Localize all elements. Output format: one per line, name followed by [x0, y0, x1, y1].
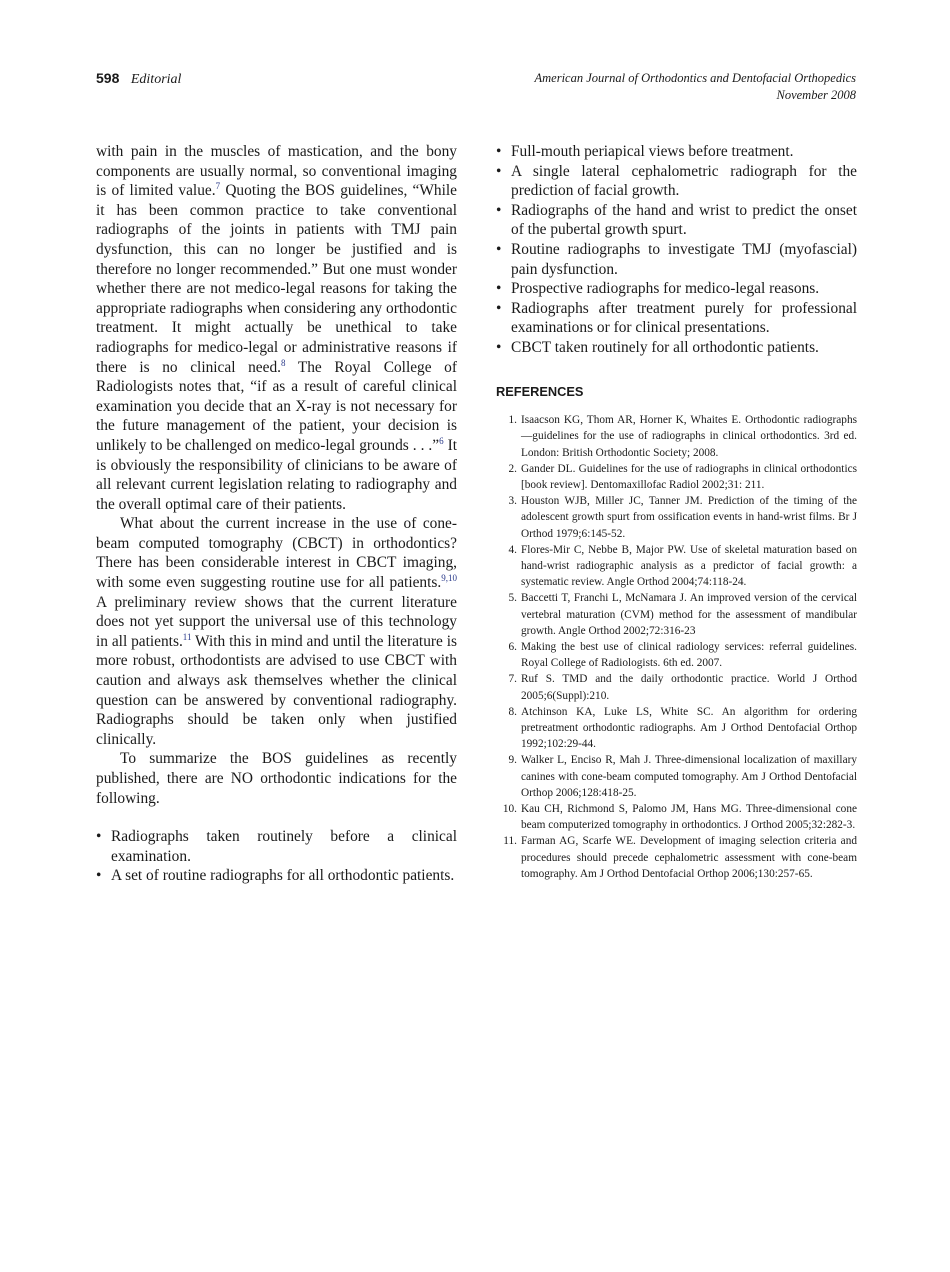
issue-date: November 2008 [776, 87, 856, 102]
paragraph-1 [96, 142, 457, 514]
reference-number: 1. [508, 414, 517, 427]
citation-link[interactable]: 11 [182, 631, 192, 642]
bullet-item: • Radiographs taken routinely before a clinical examination. [96, 827, 457, 866]
reference-item [496, 671, 857, 703]
bullet-item: • A single lateral cephalometric radiograph for the prediction of facial growth. [496, 162, 857, 201]
paragraph-text: The Royal College of Radiologists notes that, “if as a result of careful clinical examination you decide that an X-ray is not necessary for the future management of the patient, your decision is unlikely to be challenged on medico-legal grounds . . .” [96, 358, 457, 454]
bullet-item: • Prospective radiographs for medico-legal reasons. [496, 279, 857, 299]
reference-number: 6. [508, 640, 517, 653]
bullet-item: • A set of routine radiographs for all orthodontic patients. [96, 866, 457, 886]
paragraph-text: with pain in the muscles of mastication, and the bony components are usually normal, so conventional imaging is of limited value. [96, 143, 457, 200]
left-column [96, 142, 457, 886]
reference-item [496, 542, 857, 591]
reference-item [496, 590, 857, 639]
paragraph-2 [96, 514, 457, 749]
page-header [96, 70, 856, 110]
journal-title: American Journal of Orthodontics and Dentofacial Orthopedics [534, 71, 856, 85]
reference-text: Ruf S. TMD and the daily orthodontic practice. World J Orthod 2005;6(Suppl):210. [521, 673, 857, 702]
reference-text: Farman AG, Scarfe WE. Development of imaging selection criteria and procedures should precede cephalometric assessment with cone-beam tomography. Am J Orthod Dentofacial Orthop 2006;130:257-65. [521, 835, 857, 880]
reference-number: 2. [508, 462, 517, 475]
paragraph-text: Quoting the BOS guidelines, “While it has been common practice to take conventional radiographs of the joints in patients with TMJ pain dysfunction, this can no longer be justified and is therefore no longer recommended.” But one must wonder whether there are not medico-legal reasons for taking the appropriate radiographs when considering any orthodontic treatment. It might actually be unethical to take radiographs for medico-legal or administrative reasons if there is no clinical need. [96, 182, 457, 376]
reference-text: Houston WJB, Miller JC, Tanner JM. Prediction of the timing of the adolescent growth spurt from ossification events in hand-wrist films. Br J Orthod 1979;6:145-52. [521, 495, 857, 540]
bullet-item: • Radiographs of the hand and wrist to predict the onset of the pubertal growth spurt. [496, 201, 857, 240]
reference-text: Baccetti T, Franchi L, McNamara J. An improved version of the cervical vertebral maturation (CVM) method for the assessment of mandibular growth. Angle Orthod 2002;72:316-23 [521, 592, 857, 637]
reference-text: Atchinson KA, Luke LS, White SC. An algorithm for ordering pretreatment orthodontic radiographs. Am J Orthod Dentofacial Orthop 1992;102:29-44. [521, 705, 857, 751]
bullet-list-right [496, 142, 857, 358]
reference-item [496, 704, 857, 753]
reference-number: 11. [503, 835, 517, 848]
right-column [496, 142, 857, 882]
section-name: Editorial [130, 72, 182, 87]
reference-number: 4. [508, 543, 517, 556]
citation-link[interactable]: 9,10 [441, 572, 457, 583]
reference-text: Kau CH, Richmond S, Palomo JM, Hans MG. Three-dimensional cone beam computerized tomography in orthodontics. J Orthod 2005;32:282-3. [521, 803, 857, 832]
reference-text: Gander DL. Guidelines for the use of radiographs in clinical orthodontics [book review]. Dentomaxillofac Radiol 2002;31: 211. [521, 462, 857, 491]
reference-number: 3. [508, 495, 517, 508]
paragraph-text: It is obviously the responsibility of clinicians to be aware of all relevant current legislation relating to radiography and the overall optimal care of their patients. [96, 436, 458, 513]
reference-number: 7. [508, 673, 517, 686]
paragraph-3: To summarize the BOS guidelines as recently published, there are NO orthodontic indications for the following. [96, 750, 457, 807]
reference-item [496, 493, 857, 542]
page-number: 598 [96, 70, 120, 86]
citation-link[interactable]: 8 [281, 357, 286, 368]
bullet-item: • Full-mouth periapical views before treatment. [496, 142, 857, 162]
header-right [535, 70, 857, 103]
citation-link[interactable]: 7 [215, 181, 221, 192]
references-heading: REFERENCES [496, 383, 584, 399]
paragraph-text: With this in mind and until the literature is more robust, orthodontists are advised to use CBCT with caution and always ask themselves whether the clinical question can be answered by conventional radiography. Radiographs should be taken only when justified clinically. [96, 632, 457, 748]
bullet-list-left [96, 827, 457, 886]
bullet-item: • Routine radiographs to investigate TMJ (myofascial) pain dysfunction. [496, 240, 857, 279]
reference-number: 8. [508, 705, 517, 718]
reference-text: Walker L, Enciso R, Mah J. Three-dimensional localization of maxillary canines with cone-beam computed tomography. Am J Orthod Dentofacial Orthop 2006;128:418-25. [521, 754, 857, 799]
reference-item [496, 461, 857, 493]
reference-item [496, 412, 857, 461]
citation-link[interactable]: 6 [439, 435, 444, 446]
reference-item [496, 833, 857, 882]
paragraph-text: What about the current increase in the use of cone-beam computed tomography (CBCT) in orthodontics? There has been considerable interest in CBCT imaging, with some even suggesting routine use for all patients. [96, 515, 457, 592]
bullet-item: • CBCT taken routinely for all orthodontic patients. [496, 338, 857, 358]
reference-item [496, 801, 857, 833]
reference-text: Flores-Mir C, Nebbe B, Major PW. Use of skeletal maturation based on hand-wrist radiographic analysis as a predictor of facial growth: a systematic review. Angle Orthod 2004;74:118-24. [521, 543, 857, 589]
header-left [96, 70, 181, 88]
reference-number: 10. [502, 803, 517, 815]
bullet-item: • Radiographs after treatment purely for professional examinations or for clinical presentations. [496, 299, 857, 338]
paragraph-text: A preliminary review shows that the current literature does not yet support the universal use of this technology in all patients. [96, 593, 457, 650]
reference-text: Making the best use of clinical radiology services: referral guidelines. Royal College of Radiologists. 6th ed. 2007. [521, 640, 857, 670]
reference-item [496, 752, 857, 801]
reference-text: Isaacson KG, Thom AR, Horner K, Whaites E. Orthodontic radiographs—guidelines for the use of radiographs in clinical orthodontics. 3rd ed. London: British Orthodontic Society; 2008. [521, 414, 857, 459]
reference-number: 9. [508, 754, 517, 767]
references-list [496, 412, 857, 882]
reference-item [496, 639, 857, 671]
reference-number: 5. [508, 592, 517, 605]
